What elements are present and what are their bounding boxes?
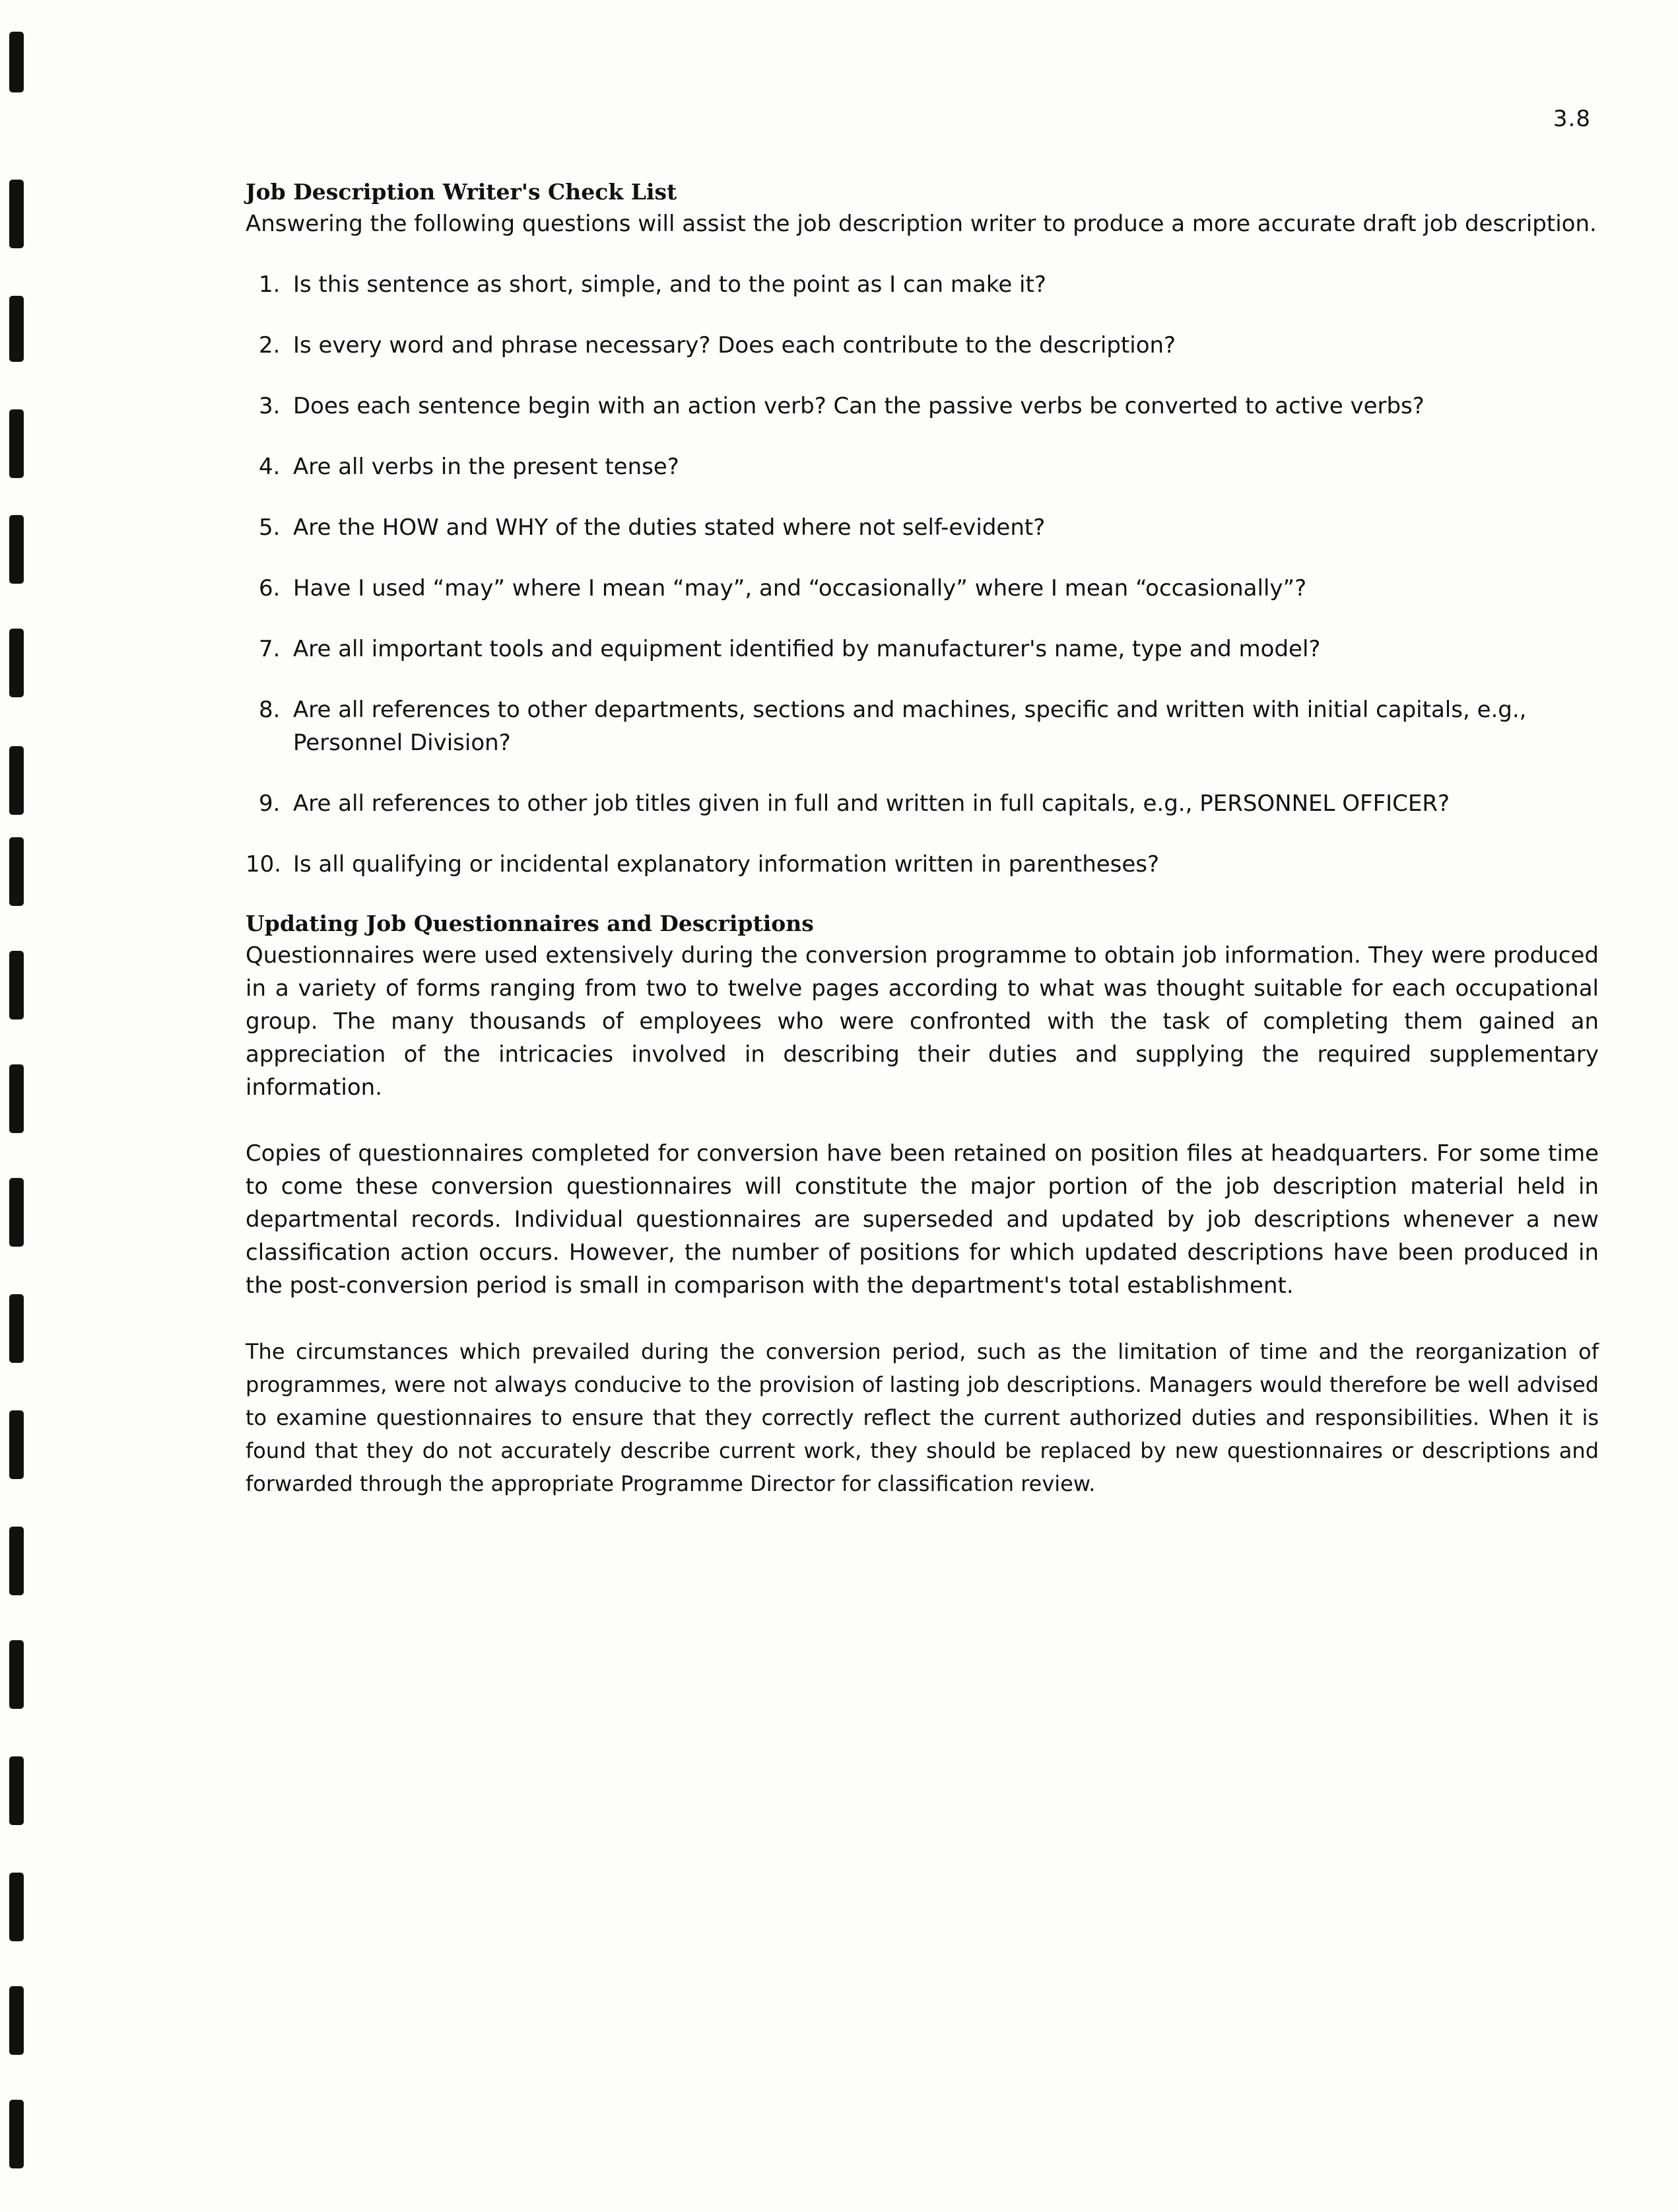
item-number: 3.	[259, 393, 281, 419]
binder-hole-mark	[9, 837, 24, 906]
checklist-item	[246, 329, 1599, 362]
item-number: 6.	[259, 575, 281, 602]
item-number: 4.	[259, 454, 281, 480]
binder-hole-mark	[9, 32, 24, 92]
item-text: Is this sentence as short, simple, and to the point as I can make it?	[293, 271, 1046, 298]
binder-hole-mark	[9, 629, 24, 697]
item-text: Are all important tools and equipment identified by manufacturer's name, type and model?	[293, 636, 1321, 662]
binder-edge	[0, 0, 40, 2212]
checklist-item	[246, 572, 1599, 605]
page-content	[246, 177, 1599, 1500]
binder-hole-mark	[9, 1294, 24, 1363]
binder-hole-mark	[9, 515, 24, 584]
binder-hole-mark	[9, 180, 24, 248]
item-number: 9.	[259, 790, 281, 817]
checklist-item	[246, 848, 1599, 881]
checklist-item	[246, 268, 1599, 301]
item-number: 10.	[246, 851, 282, 878]
binder-hole-mark	[9, 1064, 24, 1133]
page-number: 3.8	[1553, 106, 1591, 132]
item-number: 1.	[259, 271, 281, 298]
binder-hole-mark	[9, 951, 24, 1020]
item-text: Are all references to other departments, sections and machines, specific and written with initial capitals, e.g., Personnel Division?	[293, 697, 1527, 756]
updating-paragraph: Questionnaires were used extensively during the conversion programme to obtain job information. They were produced in a variety of forms ranging from two to twelve pages according to what was thought suitable for each occupational group. The many thousands of employees who were confronted with the task of completing them gained an appreciation of the intricacies involved in describing their duties and supplying the required supplementary information.	[246, 942, 1599, 1101]
checklist-item	[246, 511, 1599, 544]
binder-hole-mark	[9, 1640, 24, 1709]
item-number: 5.	[259, 514, 281, 541]
item-text: Are all references to other job titles given in full and written in full capitals, e.g., PERSONNEL OFFICER?	[293, 790, 1450, 817]
updating-paragraph: Copies of questionnaires completed for conversion have been retained on position files at headquarters. For some time to come these conversion questionnaires will constitute the major portion of the job description material held in departmental records. Individual questionnaires are superseded and updated by job descriptions whenever a new classification action occurs. However, the number of positions for which updated descriptions have been produced in the post-conversion period is small in comparison with the department's total establishment.	[246, 1140, 1599, 1299]
binder-hole-mark	[9, 1756, 24, 1825]
binder-hole-mark	[9, 1410, 24, 1479]
item-text: Are the HOW and WHY of the duties stated where not self-evident?	[293, 514, 1046, 541]
binder-hole-mark	[9, 1873, 24, 1941]
binder-hole-mark	[9, 1178, 24, 1247]
item-text: Is every word and phrase necessary? Does each contribute to the description?	[293, 332, 1176, 359]
checklist-item	[246, 390, 1599, 423]
updating-section	[246, 909, 1599, 1500]
binder-hole-mark	[9, 2100, 24, 2168]
item-text: Have I used “may” where I mean “may”, and “occasionally” where I mean “occasionally”?	[293, 575, 1307, 602]
checklist-item	[246, 450, 1599, 483]
item-text: Are all verbs in the present tense?	[293, 454, 679, 480]
binder-hole-mark	[9, 409, 24, 478]
item-number: 7.	[259, 636, 281, 662]
binder-hole-mark	[9, 746, 24, 815]
item-number: 8.	[259, 697, 281, 723]
binder-hole-mark	[9, 296, 24, 362]
updating-heading: Updating Job Questionnaires and Descriptions	[246, 911, 814, 936]
item-text: Does each sentence begin with an action verb? Can the passive verbs be converted to active verbs?	[293, 393, 1425, 419]
updating-paragraph: The circumstances which prevailed during the conversion period, such as the limitation of time and the reorganization of programmes, were not always conducive to the provision of lasting job descriptions. Managers would therefore be well advised to examine questionnaires to ensure that they correctly reflect the current authorized duties and responsibilities. When it is found that they do not accurately describe current work, they should be replaced by new questionnaires or descriptions and forwarded through the appropriate Programme Director for classification review.	[246, 1339, 1599, 1496]
binder-hole-mark	[9, 1527, 24, 1595]
item-text: Is all qualifying or incidental explanatory information written in parentheses?	[293, 851, 1160, 878]
checklist-item	[246, 633, 1599, 666]
item-number: 2.	[259, 332, 281, 359]
checklist-item	[246, 787, 1599, 820]
checklist	[246, 268, 1599, 881]
binder-hole-mark	[9, 1986, 24, 2055]
checklist-intro: Answering the following questions will assist the job description writer to produce a more accurate draft job description.	[246, 211, 1597, 237]
checklist-heading: Job Description Writer's Check List	[246, 179, 677, 205]
checklist-item	[246, 693, 1599, 759]
